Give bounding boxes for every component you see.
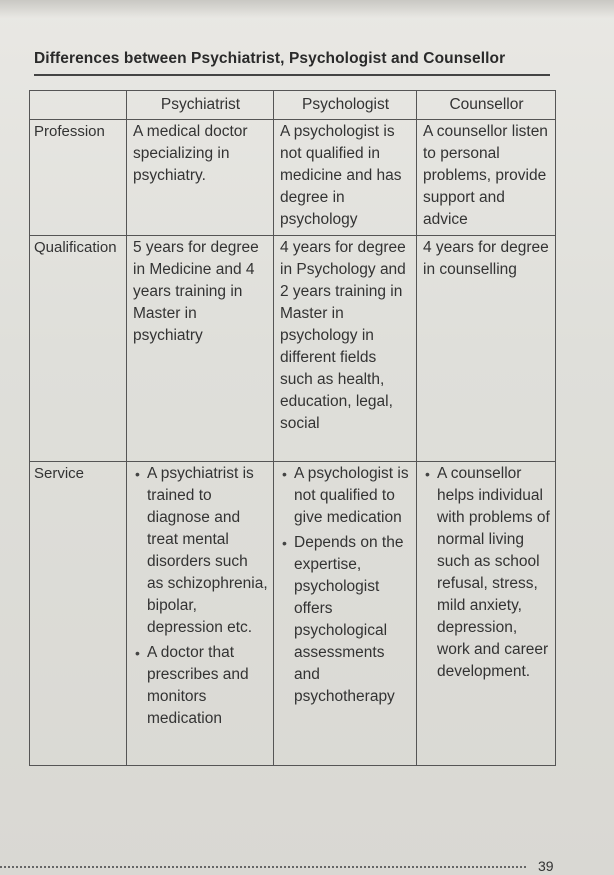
bullet-item: • A psychologist is not qualified to give medication xyxy=(280,463,411,529)
cell-qualification-psychiatrist: 5 years for degree in Medicine and 4 years training in Master in psychiatry xyxy=(127,236,274,462)
row-label-qualification: Qualification xyxy=(30,236,127,462)
bullet-list xyxy=(133,463,268,730)
cell-service-counsellor xyxy=(417,462,556,766)
cell-profession-counsellor: A counsellor listen to personal problems, provide support and advice xyxy=(417,120,556,236)
table-header-row xyxy=(30,91,556,120)
row-label-profession: Profession xyxy=(30,120,127,236)
comparison-table xyxy=(29,90,556,766)
bullet-item: • A doctor that prescribes and monitors medication xyxy=(133,642,268,730)
bullet-list xyxy=(423,463,550,683)
table-row-qualification xyxy=(30,236,556,462)
table-row-profession xyxy=(30,120,556,236)
bullet-item: • Depends on the expertise, psychologist offers psychological assessments and psychotherapy xyxy=(280,532,411,708)
cell-qualification-counsellor: 4 years for degree in counselling xyxy=(417,236,556,462)
footer-dotted-rule xyxy=(0,866,526,868)
row-label-service: Service xyxy=(30,462,127,766)
page-title: Differences between Psychiatrist, Psychologist and Counsellor xyxy=(34,50,550,76)
bullet-list xyxy=(280,463,411,708)
header-psychiatrist: Psychiatrist xyxy=(127,91,274,120)
cell-service-psychologist xyxy=(274,462,417,766)
cell-qualification-psychologist: 4 years for degree in Psychology and 2 years training in Master in psychology in different fields such as health, education, legal, social xyxy=(274,236,417,462)
bullet-item: • A psychiatrist is trained to diagnose and treat mental disorders such as schizophrenia, bipolar, depression etc. xyxy=(133,463,268,639)
page-number: 39 xyxy=(538,858,554,874)
header-psychologist: Psychologist xyxy=(274,91,417,120)
cell-profession-psychologist: A psychologist is not qualified in medicine and has degree in psychology xyxy=(274,120,417,236)
header-empty-cell xyxy=(30,91,127,120)
cell-profession-psychiatrist: A medical doctor specializing in psychiatry. xyxy=(127,120,274,236)
table-row-service xyxy=(30,462,556,766)
header-counsellor: Counsellor xyxy=(417,91,556,120)
cell-service-psychiatrist xyxy=(127,462,274,766)
bullet-item: • A counsellor helps individual with problems of normal living such as school refusal, stress, mild anxiety, depression, work and career development. xyxy=(423,463,550,683)
